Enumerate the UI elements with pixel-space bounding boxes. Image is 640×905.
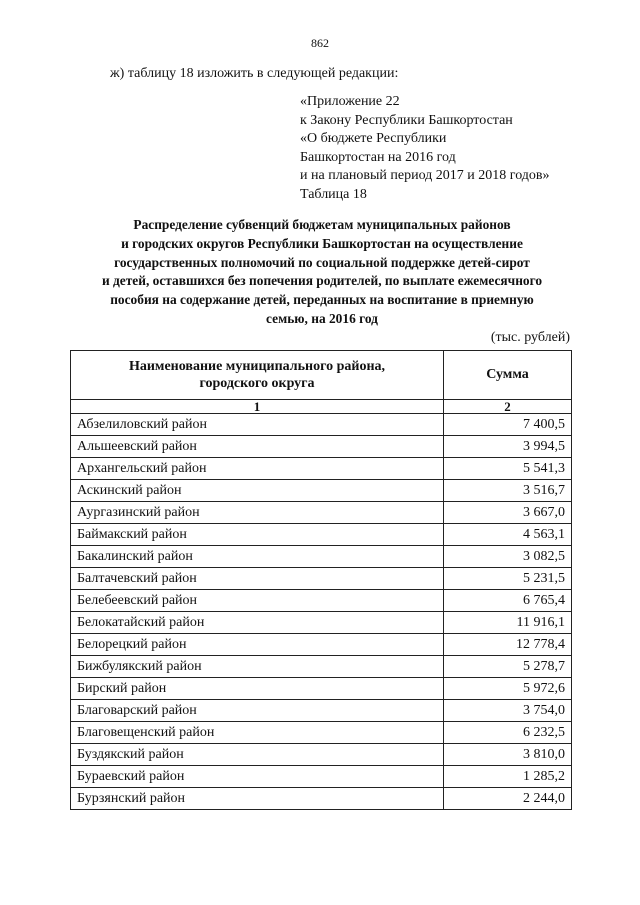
district-name: Бурзянский район — [71, 788, 444, 810]
appendix-line: Башкортостан на 2016 год — [300, 149, 456, 165]
subvention-sum: 5 231,5 — [444, 568, 572, 590]
units-label: (тыс. рублей) — [490, 330, 570, 345]
district-name: Абзелиловский район — [71, 414, 444, 436]
table-row — [71, 678, 572, 700]
table-row — [71, 656, 572, 678]
district-name: Белорецкий район — [71, 634, 444, 656]
page-number: 862 — [311, 36, 329, 50]
appendix-reference — [300, 93, 550, 204]
district-name: Архангельский район — [71, 458, 444, 480]
district-name: Бирский район — [71, 678, 444, 700]
district-name: Белебеевский район — [71, 590, 444, 612]
subvention-sum: 3 810,0 — [444, 744, 572, 766]
subvention-sum: 5 541,3 — [444, 458, 572, 480]
title-line: Распределение субвенций бюджетам муниципальных районов — [133, 217, 511, 232]
title-line: и городских округов Республики Башкортостан на осуществление — [121, 235, 523, 251]
table-row — [71, 502, 572, 524]
subvention-sum: 3 082,5 — [444, 546, 572, 568]
header-name — [71, 351, 444, 400]
district-name: Балтачевский район — [71, 568, 444, 590]
subvention-sum: 7 400,5 — [444, 414, 572, 436]
subvention-sum: 3 754,0 — [444, 700, 572, 722]
column-number-2: 2 — [444, 400, 572, 414]
appendix-line: Таблица 18 — [300, 186, 367, 202]
intro-line: ж) таблицу 18 изложить в следующей редакции: — [110, 66, 399, 81]
district-name: Бураевский район — [71, 766, 444, 788]
table-row — [71, 436, 572, 458]
table-row — [71, 788, 572, 810]
subvention-sum: 3 516,7 — [444, 480, 572, 502]
subvention-sum: 2 244,0 — [444, 788, 572, 810]
subvention-sum: 11 916,1 — [444, 612, 572, 634]
table-row — [71, 634, 572, 656]
table-row — [71, 524, 572, 546]
appendix-line: и на плановый период 2017 и 2018 годов» — [300, 168, 550, 183]
table-row — [71, 700, 572, 722]
title-line: семью, на 2016 год — [266, 310, 378, 326]
subvention-sum: 6 765,4 — [444, 590, 572, 612]
district-name: Бакалинский район — [71, 546, 444, 568]
district-name: Бижбулякский район — [71, 656, 444, 678]
district-name: Белокатайский район — [71, 612, 444, 634]
header-sum: Сумма — [444, 351, 572, 400]
district-name: Буздякский район — [71, 744, 444, 766]
district-name: Благовещенский район — [71, 722, 444, 744]
table-row — [71, 766, 572, 788]
table-row — [71, 568, 572, 590]
table-row — [71, 546, 572, 568]
appendix-line: к Закону Республики Башкортостан — [300, 112, 513, 128]
subvention-sum: 1 285,2 — [444, 766, 572, 788]
subvention-sum: 3 994,5 — [444, 436, 572, 458]
table-row — [71, 480, 572, 502]
subvention-sum: 5 972,6 — [444, 678, 572, 700]
appendix-line: «Приложение 22 — [300, 94, 400, 109]
table-row — [71, 414, 572, 436]
table-row — [71, 612, 572, 634]
document-title — [60, 216, 584, 329]
district-name: Благоварский район — [71, 700, 444, 722]
appendix-line: «О бюджете Республики — [300, 131, 447, 146]
table-row — [71, 722, 572, 744]
district-name: Баймакский район — [71, 524, 444, 546]
column-number-row — [71, 400, 572, 414]
subvention-sum: 5 278,7 — [444, 656, 572, 678]
table-row — [71, 744, 572, 766]
title-line: государственных полномочий по социальной поддержке детей-сирот — [114, 254, 530, 270]
header-name-line: городского округа — [199, 376, 315, 391]
district-name: Аскинский район — [71, 480, 444, 502]
title-line: и детей, оставшихся без попечения родителей, по выплате ежемесячного — [101, 273, 543, 289]
table-header-row — [71, 351, 572, 400]
subvention-sum: 12 778,4 — [444, 634, 572, 656]
table-row — [71, 458, 572, 480]
subvention-sum: 4 563,1 — [444, 524, 572, 546]
column-number-1: 1 — [71, 400, 444, 414]
subventions-table — [70, 350, 572, 810]
district-name: Аургазинский район — [71, 502, 444, 524]
district-name: Альшеевский район — [71, 436, 444, 458]
subvention-sum: 6 232,5 — [444, 722, 572, 744]
table-row — [71, 590, 572, 612]
title-line: пособия на содержание детей, переданных на воспитание в приемную — [110, 292, 534, 308]
subvention-sum: 3 667,0 — [444, 502, 572, 524]
header-name-line: Наименование муниципального района, — [128, 359, 386, 374]
